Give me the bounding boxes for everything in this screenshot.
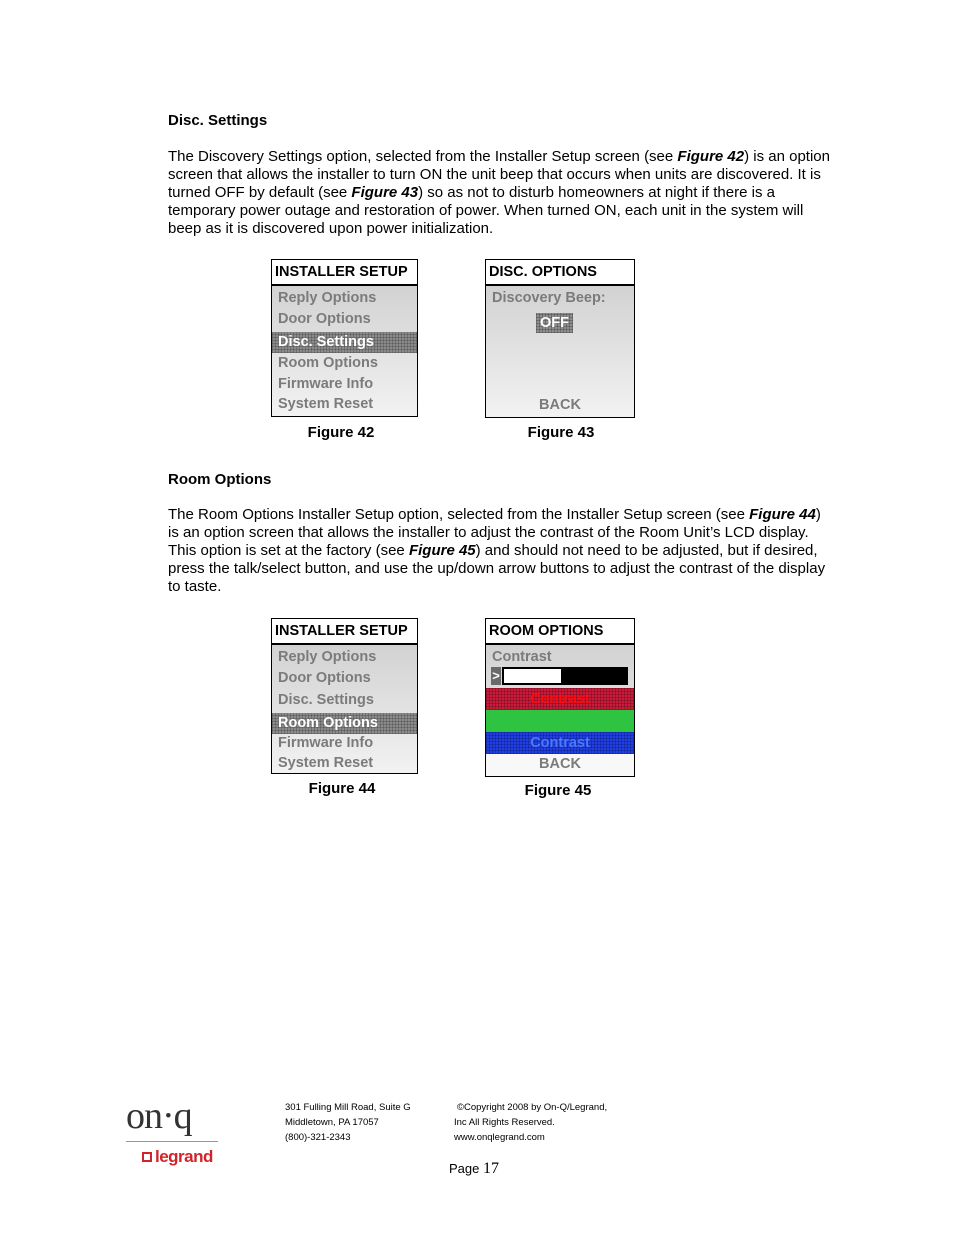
back-option[interactable]: BACK <box>539 397 581 413</box>
lcd-title: DISC. OPTIONS <box>486 260 634 286</box>
menu-item[interactable]: Door Options <box>278 311 371 327</box>
address-line: (800)-321-2343 <box>285 1132 351 1143</box>
figure-caption-43: Figure 43 <box>527 424 595 441</box>
contrast-slider[interactable] <box>502 667 628 685</box>
contrast-band-blue: Contrast <box>486 732 634 754</box>
contrast-pointer: > <box>492 668 500 683</box>
menu-item[interactable]: Firmware Info <box>278 376 374 392</box>
figure-reference: Figure 43 <box>351 184 419 201</box>
menu-item[interactable]: Door Options <box>278 670 371 686</box>
menu-item[interactable]: Disc. Settings <box>278 692 374 708</box>
page-number-value: 17 <box>483 1160 499 1177</box>
paragraph-text: ) is an option screen that allows the installer to turn ON the unit beep that occurs when units are discovered. It is turned OFF by default (see <box>168 148 830 201</box>
lcd-installer-setup-fig42 <box>271 259 418 417</box>
lcd-installer-setup-fig44 <box>271 618 418 774</box>
page-label: Page <box>449 1161 480 1176</box>
logo-sub: legrand <box>155 1147 213 1166</box>
paragraph-text: The Discovery Settings option, selected from the Installer Setup screen (see <box>168 148 678 165</box>
lcd-title: INSTALLER SETUP <box>272 260 417 286</box>
onq-legrand-logo <box>126 1096 226 1174</box>
address-line: Middletown, PA 17057 <box>285 1117 379 1128</box>
menu-item[interactable]: Firmware Info <box>278 735 374 751</box>
figure-reference: Figure 45 <box>408 542 476 559</box>
lcd-title: ROOM OPTIONS <box>486 619 634 645</box>
lcd-body <box>486 286 634 417</box>
lcd-disc-options-fig43 <box>485 259 635 418</box>
logo-legrand <box>142 1147 226 1167</box>
contrast-label: Contrast <box>492 649 552 665</box>
footer-copyright <box>454 1100 607 1145</box>
discovery-beep-value[interactable]: OFF <box>536 313 573 333</box>
figure-reference: Figure 44 <box>749 506 816 523</box>
page-number <box>449 1160 499 1178</box>
legrand-square-icon <box>142 1152 152 1162</box>
lcd-menu <box>272 645 417 773</box>
website-link[interactable]: www.onqlegrand.com <box>454 1132 545 1143</box>
paragraph-text: The Room Options Installer Setup option, selected from the Installer Setup screen (see <box>168 506 750 523</box>
section-paragraph-disc-settings <box>168 148 830 238</box>
contrast-slider-fill <box>504 669 561 683</box>
lcd-room-options-fig45 <box>485 618 635 777</box>
menu-item[interactable]: System Reset <box>278 396 374 412</box>
back-option[interactable]: BACK <box>539 756 581 772</box>
address-line: 301 Fulling Mill Road, Suite G <box>285 1102 411 1113</box>
menu-item[interactable]: Reply Options <box>278 290 377 306</box>
menu-item[interactable]: System Reset <box>278 755 374 771</box>
menu-item[interactable]: Room Options <box>272 713 417 734</box>
paragraph-text: ) so as not to disturb homeowners at night if there is a temporary power outage and restoration of power. When turned ON, each unit in the system will beep as it is discovered upon power initialization. <box>168 184 804 237</box>
figure-reference: Figure 42 <box>677 148 745 165</box>
lcd-menu <box>272 286 417 416</box>
menu-item[interactable]: Room Options <box>278 355 378 371</box>
footer-address <box>285 1100 411 1145</box>
section-heading-disc-settings: Disc. Settings <box>168 112 268 129</box>
figure-caption-44: Figure 44 <box>308 780 376 797</box>
lcd-title: INSTALLER SETUP <box>272 619 417 645</box>
section-paragraph-room-options <box>168 506 830 596</box>
copyright-line: Inc All Rights Reserved. <box>454 1117 555 1128</box>
figure-caption-42: Figure 42 <box>307 424 375 441</box>
logo-divider <box>126 1141 218 1142</box>
paragraph-text: ) and should not need to be adjusted, but if desired, press the talk/select button, and use the up/down arrow buttons to adjust the contrast of the display to taste. <box>168 542 826 595</box>
section-heading-room-options: Room Options <box>168 471 272 488</box>
paragraph-text: ) is an option screen that allows the installer to adjust the contrast of the Room Unit’s LCD display. This option is set at the factory (see <box>168 506 821 559</box>
figure-caption-45: Figure 45 <box>524 782 592 799</box>
menu-item[interactable]: Disc. Settings <box>272 332 417 353</box>
contrast-band-green: Contrast <box>486 710 634 732</box>
contrast-band-red: Contrast <box>486 688 634 710</box>
discovery-beep-label: Discovery Beep: <box>492 290 606 306</box>
logo-brand: on·q <box>126 1095 192 1137</box>
copyright-line: ©Copyright 2008 by On-Q/Legrand, <box>457 1102 608 1113</box>
lcd-body <box>486 645 634 776</box>
menu-item[interactable]: Reply Options <box>278 649 377 665</box>
